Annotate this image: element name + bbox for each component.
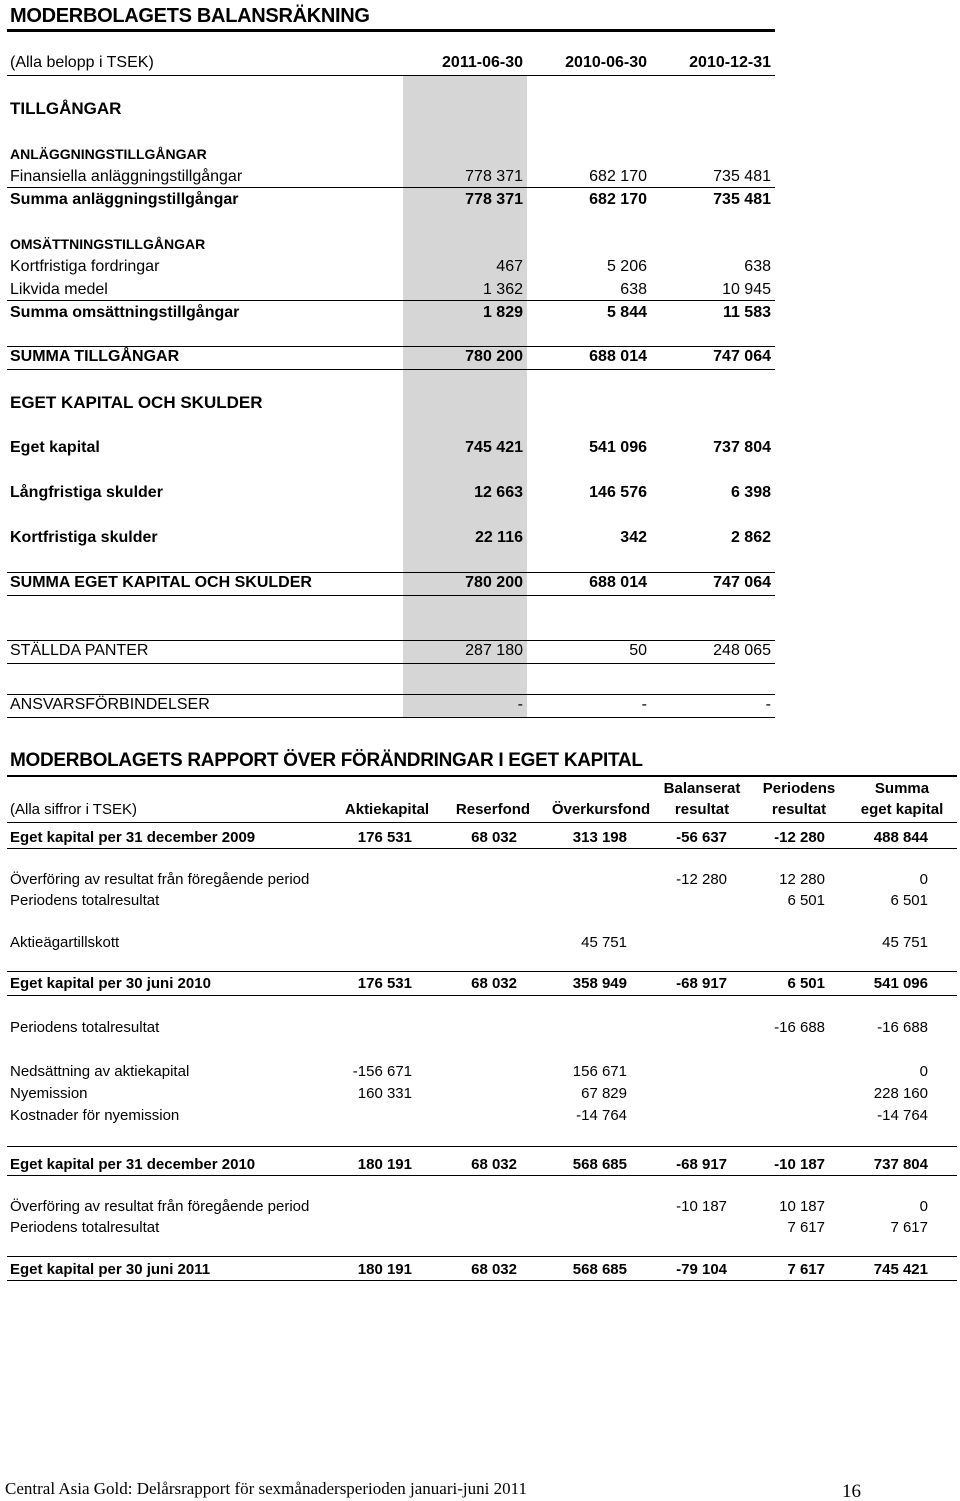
divider [7,346,775,347]
balance-sheet-title: MODERBOLAGETS BALANSRÄKNING [10,5,370,27]
row-value: 50 [629,642,647,659]
row-value: 745 421 [465,439,523,456]
table-cell: 68 032 [471,975,517,992]
column-header: Aktiekapital [344,801,430,818]
divider [7,75,775,76]
divider [7,640,775,641]
row-label: Eget kapital [10,439,100,456]
table-cell: -68 917 [676,1156,727,1173]
row-value: 688 014 [589,574,647,591]
table-row-label: Nedsättning av aktiekapital [10,1063,190,1080]
page-number: 16 [842,1481,861,1501]
table-cell: 0 [919,1198,928,1215]
divider [7,995,957,996]
table-cell: 68 032 [471,829,517,846]
row-label: ANSVARSFÖRBINDELSER [10,696,210,713]
table-cell: -16 688 [774,1019,825,1036]
section-heading: ANLÄGGNINGSTILLGÅNGAR [10,146,207,162]
footer-text: Central Asia Gold: Delårsrapport för sexmånadersperioden januari-juni 2011 [5,1479,527,1498]
table-cell: 7 617 [787,1219,825,1236]
row-value: 780 200 [465,348,523,365]
row-value: 682 170 [589,191,647,208]
row-value: 6 398 [730,484,771,501]
row-value: 5 206 [606,258,647,275]
table-cell: 176 531 [357,829,412,846]
divider [7,1280,957,1281]
row-label: SUMMA EGET KAPITAL OCH SKULDER [10,574,312,591]
table-cell: -10 187 [774,1156,825,1173]
table-cell: 0 [919,871,928,888]
divider [7,971,957,972]
table-row-label: Överföring av resultat från föregående period [10,1198,310,1215]
table-row-label: Periodens totalresultat [10,892,160,909]
table-row-label: Nyemission [10,1085,88,1102]
row-value: 682 170 [589,168,647,185]
table-row-label: Eget kapital per 31 december 2010 [10,1156,256,1173]
divider [7,300,775,301]
divider [7,775,957,777]
divider [7,1175,957,1176]
divider [7,1146,957,1147]
row-label: SUMMA TILLGÅNGAR [10,348,180,365]
divider [7,848,957,849]
row-value: 735 481 [713,191,771,208]
column-header: resultat [674,801,730,818]
divider [7,822,957,823]
table-cell: 180 191 [357,1156,412,1173]
divider [7,369,775,370]
table-cell: -12 280 [774,829,825,846]
row-label: STÄLLDA PANTER [10,642,149,659]
table-cell: 358 949 [572,975,627,992]
row-label: Långfristiga skulder [10,484,163,501]
table-row-label: Kostnader för nyemission [10,1107,180,1124]
unit-label: (Alla siffror i TSEK) [10,801,137,818]
row-value: 688 014 [589,348,647,365]
row-value: 22 116 [474,529,523,546]
table-cell: 7 617 [890,1219,928,1236]
divider [7,572,775,573]
row-value: 735 481 [713,168,771,185]
row-label: Summa omsättningstillgångar [10,304,240,321]
table-cell: 313 198 [572,829,627,846]
table-cell: 541 096 [873,975,928,992]
row-value: 248 065 [713,642,771,659]
table-cell: -10 187 [676,1198,727,1215]
table-cell: 68 032 [471,1261,517,1278]
table-cell: 737 804 [873,1156,928,1173]
table-cell: 180 191 [357,1261,412,1278]
table-cell: 156 671 [572,1063,627,1080]
divider [7,1256,957,1257]
row-value: 638 [620,281,647,298]
table-cell: -14 764 [877,1107,928,1124]
row-value: 747 064 [713,574,771,591]
table-cell: 160 331 [357,1085,412,1102]
row-value: 12 663 [474,484,523,501]
row-value: 146 576 [589,484,647,501]
row-label: Likvida medel [10,281,108,298]
date-header: 2010-12-31 [689,54,771,71]
table-cell: 568 685 [572,1156,627,1173]
row-value: 638 [744,258,771,275]
table-cell: 0 [919,1063,928,1080]
table-row-label: Eget kapital per 30 juni 2011 [10,1261,211,1278]
date-header: 2011-06-30 [442,54,523,71]
row-value: 1 362 [482,281,523,298]
row-value: 1 829 [482,304,523,321]
table-cell: -12 280 [676,871,727,888]
table-cell: 67 829 [581,1085,627,1102]
row-value: 467 [496,258,523,275]
row-label: Kortfristiga fordringar [10,258,160,275]
column-header: eget kapital [860,801,944,818]
row-value: 342 [620,529,647,546]
row-value: 737 804 [713,439,771,456]
row-value: 10 945 [722,281,771,298]
date-header: 2010-06-30 [565,54,647,71]
table-cell: 568 685 [572,1261,627,1278]
section-heading: EGET KAPITAL OCH SKULDER [10,393,263,412]
table-cell: 10 187 [779,1198,825,1215]
table-cell: 6 501 [787,975,825,992]
equity-title: MODERBOLAGETS RAPPORT ÖVER FÖRÄNDRINGAR I EGET KAPITAL [10,750,643,771]
row-value: 780 200 [465,574,523,591]
section-heading: OMSÄTTNINGSTILLGÅNGAR [10,236,206,252]
row-value: 747 064 [713,348,771,365]
table-cell: 6 501 [787,892,825,909]
divider [7,187,775,188]
table-cell: 45 751 [581,934,627,951]
balance-sheet [0,0,960,730]
table-row-label: Överföring av resultat från föregående period [10,871,310,888]
table-row-label: Periodens totalresultat [10,1219,160,1236]
column-header: Periodens [762,780,836,797]
table-cell: -16 688 [877,1019,928,1036]
table-cell: 45 751 [882,934,928,951]
table-row-label: Periodens totalresultat [10,1019,160,1036]
table-cell: 228 160 [873,1085,928,1102]
row-value: 5 844 [606,304,647,321]
table-cell: -156 671 [352,1063,412,1080]
row-value: - [765,696,771,713]
row-value: 778 371 [465,191,523,208]
row-value: - [517,696,523,713]
column-header: Reserfond [455,801,531,818]
row-label: Kortfristiga skulder [10,529,158,546]
column-header: resultat [771,801,827,818]
table-cell: 488 844 [873,829,928,846]
unit-label: (Alla belopp i TSEK) [10,54,154,71]
table-cell: -14 764 [576,1107,627,1124]
divider [7,694,775,695]
row-value: - [641,696,647,713]
table-cell: 745 421 [873,1261,928,1278]
equity-changes [0,745,960,1305]
row-value: 11 583 [722,304,771,321]
table-row-label: Aktieägartillskott [10,934,120,951]
table-row-label: Eget kapital per 30 juni 2010 [10,975,211,992]
table-cell: -79 104 [676,1261,727,1278]
table-row-label: Eget kapital per 31 december 2009 [10,829,256,846]
row-label: Summa anläggningstillgångar [10,191,239,208]
section-heading: TILLGÅNGAR [10,99,122,118]
table-cell: 7 617 [787,1261,825,1278]
table-cell: -68 917 [676,975,727,992]
row-label: Finansiella anläggningstillgångar [10,168,243,185]
divider [7,663,775,664]
table-cell: 68 032 [471,1156,517,1173]
table-cell: 6 501 [890,892,928,909]
row-value: 2 862 [730,529,771,546]
divider [7,29,775,32]
divider [7,595,775,596]
row-value: 541 096 [589,439,647,456]
table-cell: -56 637 [676,829,727,846]
row-value: 287 180 [465,642,523,659]
column-header: Summa [874,780,930,797]
table-cell: 12 280 [779,871,825,888]
column-header: Balanserat [663,780,741,797]
divider [7,717,775,718]
row-value: 778 371 [465,168,523,185]
table-cell: 176 531 [357,975,412,992]
column-header: Överkursfond [551,801,651,818]
